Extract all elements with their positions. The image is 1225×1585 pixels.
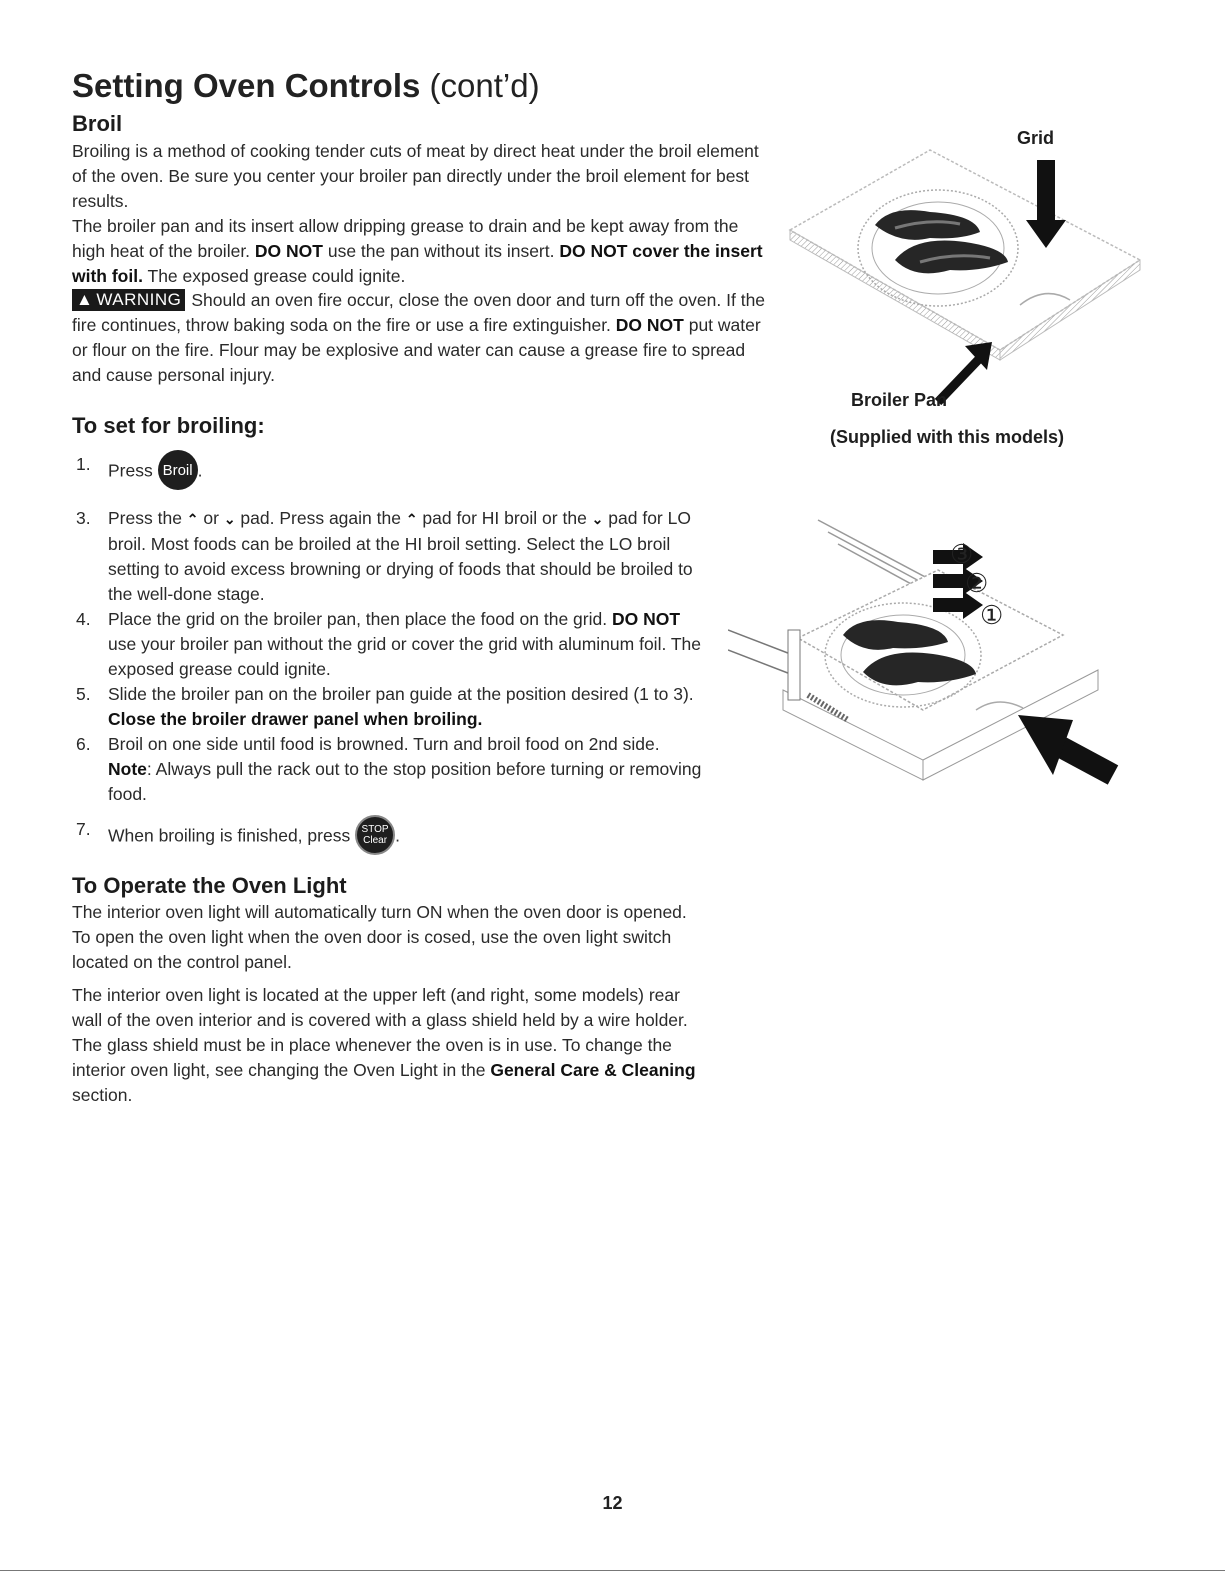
broil-paragraph-1: Broiling is a method of cooking tender cuts of meat by direct heat under the broil element of the oven. Be sure you center your broiler pan directly under the broil element for best results.: [72, 141, 759, 211]
figure-caption: (Supplied with this models): [830, 427, 1064, 447]
broil-p2-b: DO NOT: [254, 241, 323, 261]
broil-key-icon: [158, 450, 198, 490]
note-text: : Always pull the rack out to the stop position before turning or removing food.: [108, 759, 702, 804]
broil-heading: Broil: [72, 111, 123, 136]
warning-text-a: Should an oven fire occur, close the oven door and turn off the oven. If the fire continues, throw baking soda on the fire or use a fire extinguisher.: [72, 290, 766, 335]
broil-key-label: Broil: [162, 461, 193, 479]
page-title-cont: (cont’d): [429, 67, 540, 104]
warning-triangle-icon: ▲: [76, 290, 94, 309]
step-5-a: Slide the broiler pan on the broiler pan guide at the position desired (1 to 3).: [108, 684, 694, 704]
warning-badge: [72, 289, 185, 311]
note-label: Note: [108, 759, 147, 779]
step-3-b: or: [198, 508, 224, 528]
set-broil-heading: To set for broiling:: [72, 413, 265, 438]
step-3-a: Press the: [108, 508, 187, 528]
oven-light-p2-c: section.: [72, 1085, 133, 1105]
steps-list: [72, 452, 712, 857]
stop-clear-key-icon: [355, 815, 395, 855]
broil-p2-e: The exposed grease could ignite.: [142, 266, 406, 286]
position-3-icon: ③: [950, 539, 974, 569]
warning-text-b: DO NOT: [615, 315, 684, 335]
step-3: [72, 506, 712, 607]
step-5: [72, 682, 712, 732]
oven-light-text: [72, 900, 697, 1108]
bottom-divider: [0, 1570, 1225, 1571]
broiler-drawer-figure: [728, 510, 1148, 800]
step-number: 7.: [76, 819, 91, 839]
step-6: [72, 732, 712, 807]
broiler-pan-figure: [780, 120, 1160, 420]
set-broil-steps: [72, 452, 712, 857]
step-number: 1.: [76, 454, 91, 474]
grid-label: Grid: [1017, 128, 1055, 148]
broil-p2-d: DO NOT cover the insert with foil.: [72, 241, 763, 286]
broiler-pan-label: Broiler Pan: [851, 390, 948, 410]
step-1: [72, 452, 712, 492]
broil-text: [72, 139, 772, 289]
clear-key-label: Clear: [363, 835, 388, 846]
step-7: [72, 817, 712, 857]
page-title: [72, 66, 540, 106]
warning-paragraph: [72, 288, 772, 388]
step-7-text: When broiling is finished, press: [108, 825, 351, 846]
step-3-e: pad for LO broil. Most foods can be broiled at the HI broil setting. Select the LO broil setting to avoid excess browning or drying of foods that should be broiled to the well-done stage.: [108, 508, 693, 604]
oven-light-paragraph-2: [72, 983, 697, 1108]
step-1-after: .: [197, 460, 203, 481]
step-3-d: pad for HI broil or the: [417, 508, 592, 528]
broiler-pan-illustration: [780, 120, 1160, 420]
broil-p2-a: The broiler pan and its insert allow dripping grease to drain and be kept away from the high heat of the broiler.: [72, 216, 739, 261]
oven-light-p2-b: General Care & Cleaning: [490, 1060, 696, 1080]
step-6-a: Broil on one side until food is browned. Turn and broil food on 2nd side.: [108, 734, 660, 754]
down-arrow-icon: ⌄: [591, 511, 604, 527]
oven-light-heading: To Operate the Oven Light: [72, 873, 347, 898]
oven-light-paragraph-1: The interior oven light will automatically turn ON when the oven door is opened. To open the oven light when the oven door is cosed, use the oven light switch located on the control panel.: [72, 902, 687, 972]
up-arrow-icon: ⌃: [186, 511, 199, 527]
page-number: 12: [602, 1493, 623, 1513]
step-3-c: pad. Press again the: [235, 508, 406, 528]
warning-text-c: put water or flour on the fire. Flour may be explosive and water can cause a grease fire to spread and cause personal injury.: [72, 315, 761, 385]
broil-p2-c: use the pan without its insert.: [322, 241, 560, 261]
step-4-c: use your broiler pan without the grid or cover the grid with aluminum foil. The exposed grease could ignite.: [108, 634, 702, 679]
step-number: 4.: [76, 609, 91, 629]
stop-key-label: STOP: [361, 824, 389, 835]
down-arrow-icon: ⌄: [223, 511, 236, 527]
warning-block: [72, 288, 772, 388]
step-7-after: .: [395, 825, 400, 846]
page-title-main: Setting Oven Controls: [72, 67, 421, 104]
position-1-icon: ①: [980, 600, 1004, 630]
step-5-b: Close the broiler drawer panel when broiling.: [108, 709, 483, 729]
up-arrow-icon: ⌃: [405, 511, 418, 527]
step-4-b: DO NOT: [611, 609, 681, 629]
step-number: 3.: [76, 508, 91, 528]
step-1-text: Press: [108, 460, 153, 481]
warning-badge-label: WARNING: [96, 290, 182, 309]
step-number: 5.: [76, 684, 91, 704]
step-4: [72, 607, 712, 682]
position-2-icon: ②: [965, 568, 989, 598]
broil-paragraph-2: [72, 214, 772, 289]
step-number: 6.: [76, 734, 91, 754]
step-4-a: Place the grid on the broiler pan, then place the food on the grid.: [108, 609, 612, 629]
oven-light-p2-a: The interior oven light is located at the upper left (and right, some models) rear wall of the oven interior and is covered with a glass shield held by a wire holder. The glass shield must be in place whenever the oven is in use. To change the interior oven light, see changing the Oven Light in the: [72, 985, 688, 1080]
broiler-drawer-illustration: [728, 510, 1148, 800]
